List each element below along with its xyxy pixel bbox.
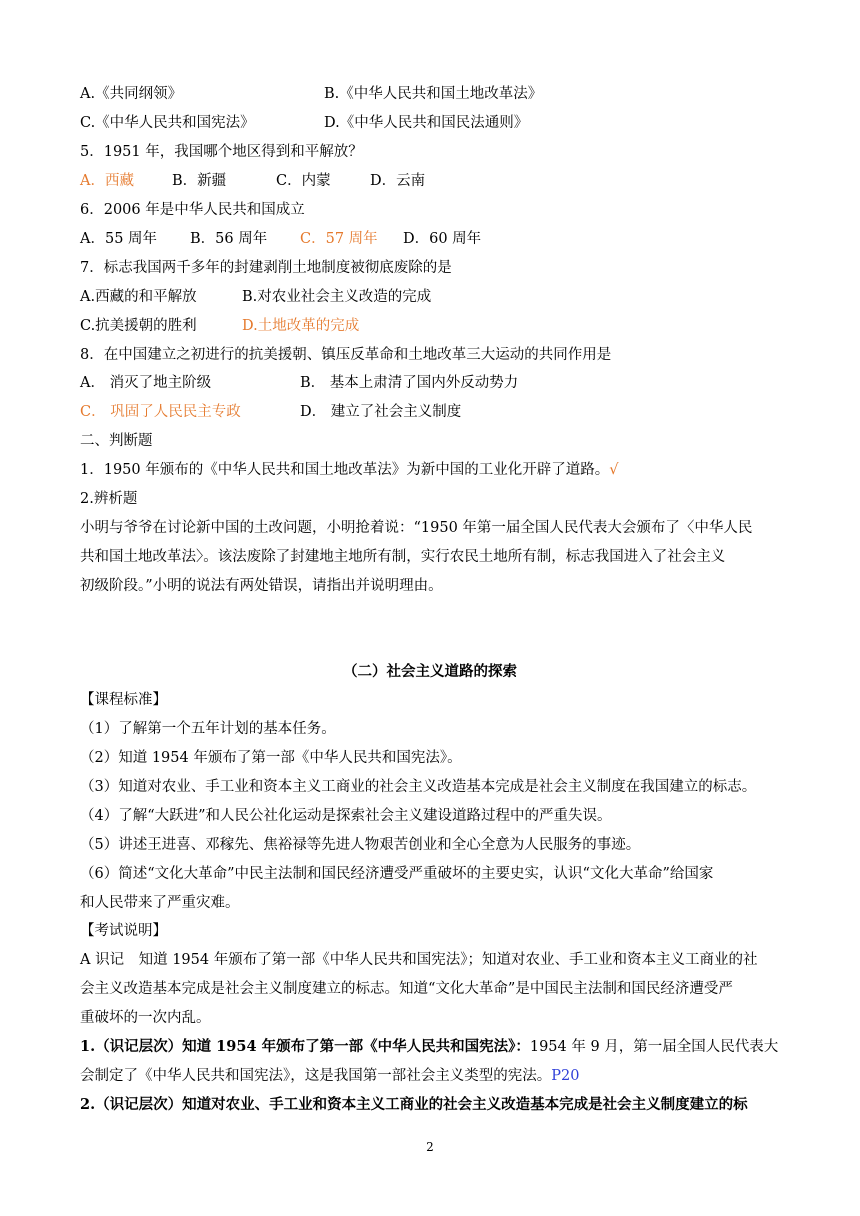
- judge-item-1-text: 1．1950 年颁布的《中华人民共和国土地改革法》为新中国的工业化开辟了道路。: [80, 462, 610, 478]
- q5-stem: 5．1951 年，我国哪个地区得到和平解放？: [80, 144, 363, 160]
- q8-stem: 8．在中国建立之初进行的抗美援朝、镇压反革命和土地改革三大运动的共同作用是: [80, 347, 612, 363]
- knowledge-point-1-heading: 1.（识记层次）知道 1954 年颁布了第一部《中华人民共和国宪法》：: [80, 1038, 530, 1055]
- page-reference: P20: [551, 1068, 580, 1084]
- knowledge-point-1-line-2-text: 会制定了《中华人民共和国宪法》，这是我国第一部社会主义类型的宪法。: [80, 1068, 552, 1084]
- q4-option-a: A.《共同纲领》: [80, 86, 183, 102]
- standard-item-2: （2）知道 1954 年颁布了第一部《中华人民共和国宪法》。: [80, 750, 462, 766]
- q8-option-b: B． 基本上肃清了国内外反动势力: [300, 375, 519, 391]
- q8-option-a: A． 消灭了地主阶级: [80, 375, 212, 391]
- q8-option-c-answer: C． 巩固了人民民主专政: [80, 404, 241, 420]
- knowledge-point-1-line-2: [80, 1066, 579, 1086]
- exam-text-line-1: A 识记 知道 1954 年颁布了第一部《中华人民共和国宪法》；知道对农业、手工业和资本主义工商业的社: [80, 952, 758, 968]
- knowledge-point-2-heading: 2.（识记层次）知道对农业、手工业和资本主义工商业的社会主义改造基本完成是社会主义制度建立的标: [80, 1096, 748, 1113]
- q6-stem: 6．2006 年是中华人民共和国成立: [80, 202, 305, 218]
- exam-heading: 【考试说明】: [80, 923, 167, 939]
- q4-option-d: D.《中华人民共和国民法通则》: [324, 115, 529, 131]
- q5-option-b: B．新疆: [172, 173, 227, 189]
- page-number: 2: [426, 1140, 434, 1154]
- q5-option-a-answer: A．西藏: [80, 173, 134, 189]
- judge-paragraph-line-2: 共和国土地改革法〉。该法废除了封建地主地所有制，实行农民土地所有制，标志我国进入了社会主义: [80, 549, 726, 565]
- q7-option-a: A.西藏的和平解放: [80, 289, 197, 305]
- q7-stem: 7．标志我国两千多年的封建剥削土地制度被彻底废除的是: [80, 260, 452, 276]
- standard-item-4: （4）了解“大跃进”和人民公社化运动是探索社会主义建设道路过程中的严重失误。: [80, 808, 612, 824]
- q7-option-d-answer: D.土地改革的完成: [242, 318, 360, 334]
- judge-heading: 二、判断题: [80, 433, 153, 449]
- exam-text-line-3: 重破坏的一次内乱。: [80, 1010, 211, 1026]
- q6-option-b: B．56 周年: [190, 231, 268, 247]
- q5-option-c: C．内蒙: [276, 173, 331, 189]
- judge-item-1-mark: √: [609, 462, 619, 478]
- q8-option-d: D． 建立了社会主义制度: [300, 404, 462, 420]
- standard-item-1: （1）了解第一个五年计划的基本任务。: [80, 721, 336, 737]
- standard-item-6-line-2: 和人民带来了严重灾难。: [80, 895, 240, 911]
- q7-option-c: C.抗美援朝的胜利: [80, 318, 197, 334]
- knowledge-point-1: [80, 1037, 778, 1057]
- section-title: （二）社会主义道路的探索: [343, 663, 517, 680]
- q5-option-d: D．云南: [370, 173, 426, 189]
- judge-paragraph-line-1: 小明与爷爷在讨论新中国的土改问题，小明抢着说：“1950 年第一届全国人民代表大会颁布了〈中华人民: [80, 520, 753, 536]
- q4-option-c: C.《中华人民共和国宪法》: [80, 115, 255, 131]
- q6-option-d: D．60 周年: [403, 231, 482, 247]
- standard-item-3: （3）知道对农业、手工业和资本主义工商业的社会主义改造基本完成是社会主义制度在我国建立的标志。: [80, 779, 757, 795]
- knowledge-point-1-text: 1954 年 9 月，第一届全国人民代表大: [529, 1039, 779, 1055]
- standard-heading: 【课程标准】: [80, 692, 167, 708]
- q4-option-b: B.《中华人民共和国土地改革法》: [324, 86, 543, 102]
- standard-item-6-line-1: （6）简述“文化大革命”中民主法制和国民经济遭受严重破坏的主要史实，认识“文化大革命”给国家: [80, 866, 714, 882]
- q7-option-b: B.对农业社会主义改造的完成: [242, 289, 432, 305]
- standard-item-5: （5）讲述王进喜、邓稼先、焦裕禄等先进人物艰苦创业和全心全意为人民服务的事迹。: [80, 837, 641, 853]
- q6-option-a: A．55 周年: [80, 231, 158, 247]
- judge-item-2: 2.辨析题: [80, 491, 138, 507]
- judge-item-1: [80, 460, 618, 480]
- q6-option-c-answer: C．57 周年: [300, 231, 378, 247]
- judge-paragraph-line-3: 初级阶段。”小明的说法有两处错误，请指出并说明理由。: [80, 578, 443, 594]
- exam-text-line-2: 会主义改造基本完成是社会主义制度建立的标志。知道“文化大革命”是中国民主法制和国民经济遭受严: [80, 981, 733, 997]
